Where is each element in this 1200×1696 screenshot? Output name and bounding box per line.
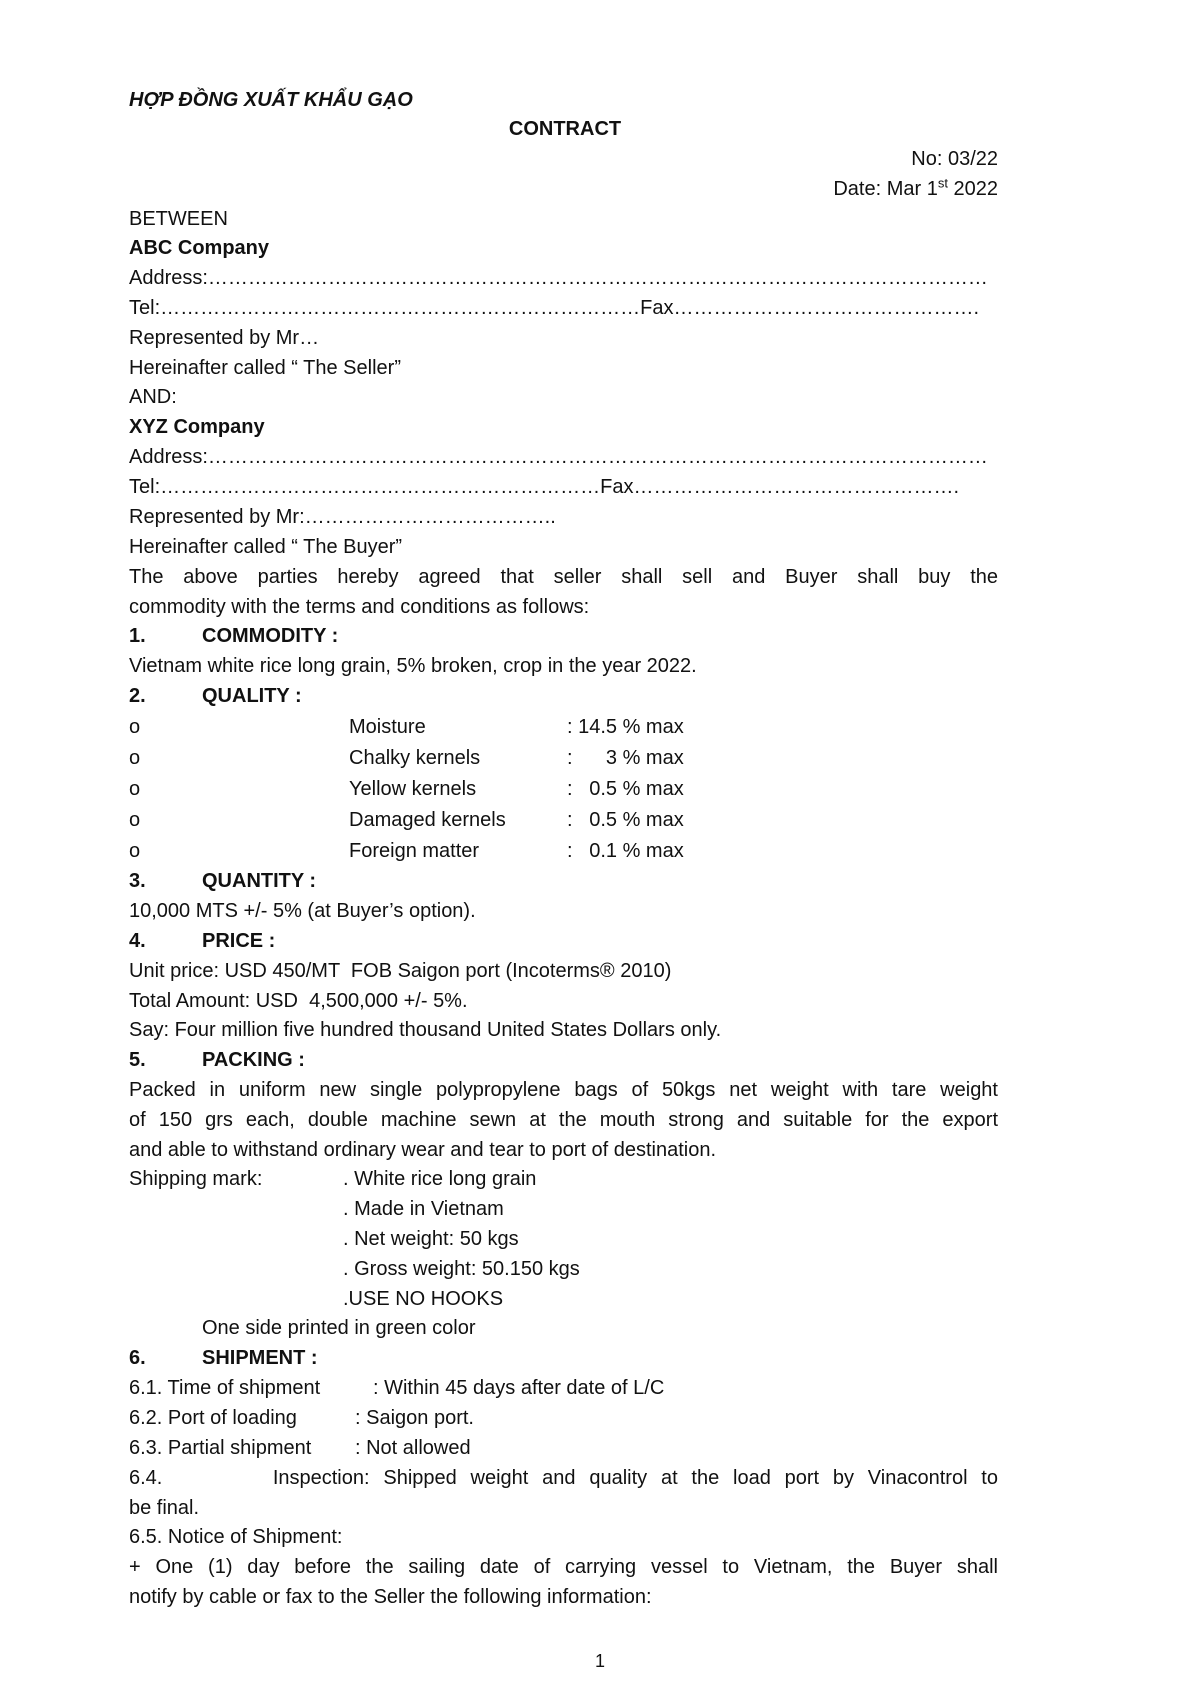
commodity-text: Vietnam white rice long grain, 5% broken, crop in the year 2022. (129, 655, 697, 677)
buyer-represented: Represented by Mr:……………………………….. (129, 506, 556, 528)
packing-text-line-3: and able to withstand ordinary wear and tear to port of destination. (129, 1139, 717, 1161)
section-quality-heading (129, 684, 302, 708)
section-number: 4. (129, 930, 146, 952)
contract-title: CONTRACT (508, 118, 622, 140)
shipment-item-label: 6.2. Port of loading (129, 1407, 297, 1429)
shipment-item-value: : Saigon port. (355, 1407, 474, 1429)
packing-text-line-1: Packed in uniform new single polypropylene bags of 50kgs net weight with tare weight (129, 1079, 998, 1101)
intro-line-1: The above parties hereby agreed that seller shall sell and Buyer shall buy the (129, 566, 998, 588)
quality-item-value: : 0.5 % max (567, 778, 684, 800)
quality-bullet: o (129, 809, 141, 831)
shipment-item-label: 6.3. Partial shipment (129, 1437, 312, 1459)
section-title: QUALITY : (202, 685, 302, 707)
section-title: COMMODITY : (202, 625, 339, 647)
between-label: BETWEEN (129, 208, 228, 230)
quality-item-name: Damaged kernels (349, 809, 506, 831)
buyer-address: Address:……………………………………………………………………………………………………… (129, 446, 988, 468)
shipping-mark-line: . Made in Vietnam (343, 1198, 504, 1220)
total-amount: Total Amount: USD 4,500,000 +/- 5%. (129, 990, 468, 1012)
section-title: SHIPMENT : (202, 1347, 318, 1369)
page-number: 1 (594, 1651, 605, 1671)
amount-in-words: Say: Four million five hundred thousand United States Dollars only. (129, 1019, 722, 1041)
shipment-item (129, 1466, 998, 1490)
section-quantity-heading (129, 869, 316, 893)
quality-item-value: : 0.1 % max (567, 840, 684, 862)
quality-item-name: Yellow kernels (349, 778, 477, 800)
buyer-called: Hereinafter called “ The Buyer” (129, 536, 403, 558)
shipment-item-label: 6.1. Time of shipment (129, 1377, 321, 1399)
quality-item-value: : 0.5 % max (567, 809, 684, 831)
quality-bullet: o (129, 747, 141, 769)
title-vietnamese: HỢP ĐỒNG XUẤT KHẨU GẠO (129, 89, 413, 111)
section-number: 6. (129, 1347, 146, 1369)
quantity-text: 10,000 MTS +/- 5% (at Buyer’s option). (129, 900, 476, 922)
section-title: QUANTITY : (202, 870, 317, 892)
contract-date (833, 177, 998, 201)
packing-text-line-2: of 150 grs each, double machine sewn at the mouth strong and suitable for the export (129, 1109, 998, 1131)
quality-item-value: : 14.5 % max (567, 716, 684, 738)
printed-color-note: One side printed in green color (202, 1317, 476, 1339)
section-commodity-heading (129, 624, 338, 648)
section-price-heading (129, 929, 275, 953)
section-number: 1. (129, 625, 146, 647)
section-title: PRICE : (202, 930, 276, 952)
shipment-item-value: : Not allowed (355, 1437, 471, 1459)
seller-called: Hereinafter called “ The Seller” (129, 357, 401, 379)
quality-item-name: Moisture (349, 716, 426, 738)
quality-item-name: Chalky kernels (349, 747, 481, 769)
shipping-mark-line: . White rice long grain (343, 1168, 537, 1190)
section-title: PACKING : (202, 1049, 305, 1071)
notice-line-1: + One (1) day before the sailing date of carrying vessel to Vietnam, the Buyer shall (129, 1556, 998, 1578)
shipment-item (129, 1406, 474, 1430)
quality-bullet: o (129, 778, 141, 800)
buyer-name: XYZ Company (129, 416, 265, 438)
shipment-item (129, 1376, 664, 1400)
shipment-item-label: 6.4. Inspection (129, 1467, 364, 1489)
buyer-tel-fax: Tel:…………………………………………………………Fax…………………………………………. (129, 476, 960, 498)
section-packing-heading (129, 1048, 305, 1072)
notice-of-shipment-title: 6.5. Notice of Shipment: (129, 1526, 343, 1548)
seller-tel-fax: Tel:………………………………………………………………Fax………………………………………. (129, 297, 980, 319)
shipping-mark-line: . Gross weight: 50.150 kgs (343, 1258, 580, 1280)
shipping-mark-label: Shipping mark: (129, 1168, 263, 1190)
quality-bullet: o (129, 716, 141, 738)
shipment-item-value: : Shipped weight and quality at the load port by Vinacontrol to (364, 1467, 998, 1489)
notice-line-2: notify by cable or fax to the Seller the following information: (129, 1586, 652, 1608)
unit-price: Unit price: USD 450/MT FOB Saigon port (Incoterms® 2010) (129, 960, 672, 982)
seller-name: ABC Company (129, 237, 270, 259)
and-label: AND: (129, 386, 177, 408)
shipment-item-value: : Within 45 days after date of L/C (373, 1377, 665, 1399)
shipment-item (129, 1436, 471, 1460)
contract-number: No: 03/22 (911, 148, 998, 170)
section-number: 3. (129, 870, 146, 892)
section-shipment-heading (129, 1346, 318, 1370)
date-prefix: Date: Mar 1 (833, 178, 938, 200)
date-year: 2022 (947, 178, 998, 200)
section-number: 2. (129, 685, 146, 707)
quality-bullet: o (129, 840, 141, 862)
intro-line-2: commodity with the terms and conditions as follows: (129, 596, 590, 618)
shipping-mark-line: .USE NO HOOKS (343, 1288, 504, 1310)
seller-represented: Represented by Mr… (129, 327, 320, 349)
seller-address: Address:……………………………………………………………………………………………………… (129, 267, 988, 289)
quality-item-name: Foreign matter (349, 840, 480, 862)
quality-item-value: : 3 % max (567, 747, 684, 769)
shipping-mark-line: . Net weight: 50 kgs (343, 1228, 519, 1250)
inspection-continuation: be final. (129, 1497, 200, 1519)
date-superscript: st (937, 175, 948, 191)
section-number: 5. (129, 1049, 146, 1071)
